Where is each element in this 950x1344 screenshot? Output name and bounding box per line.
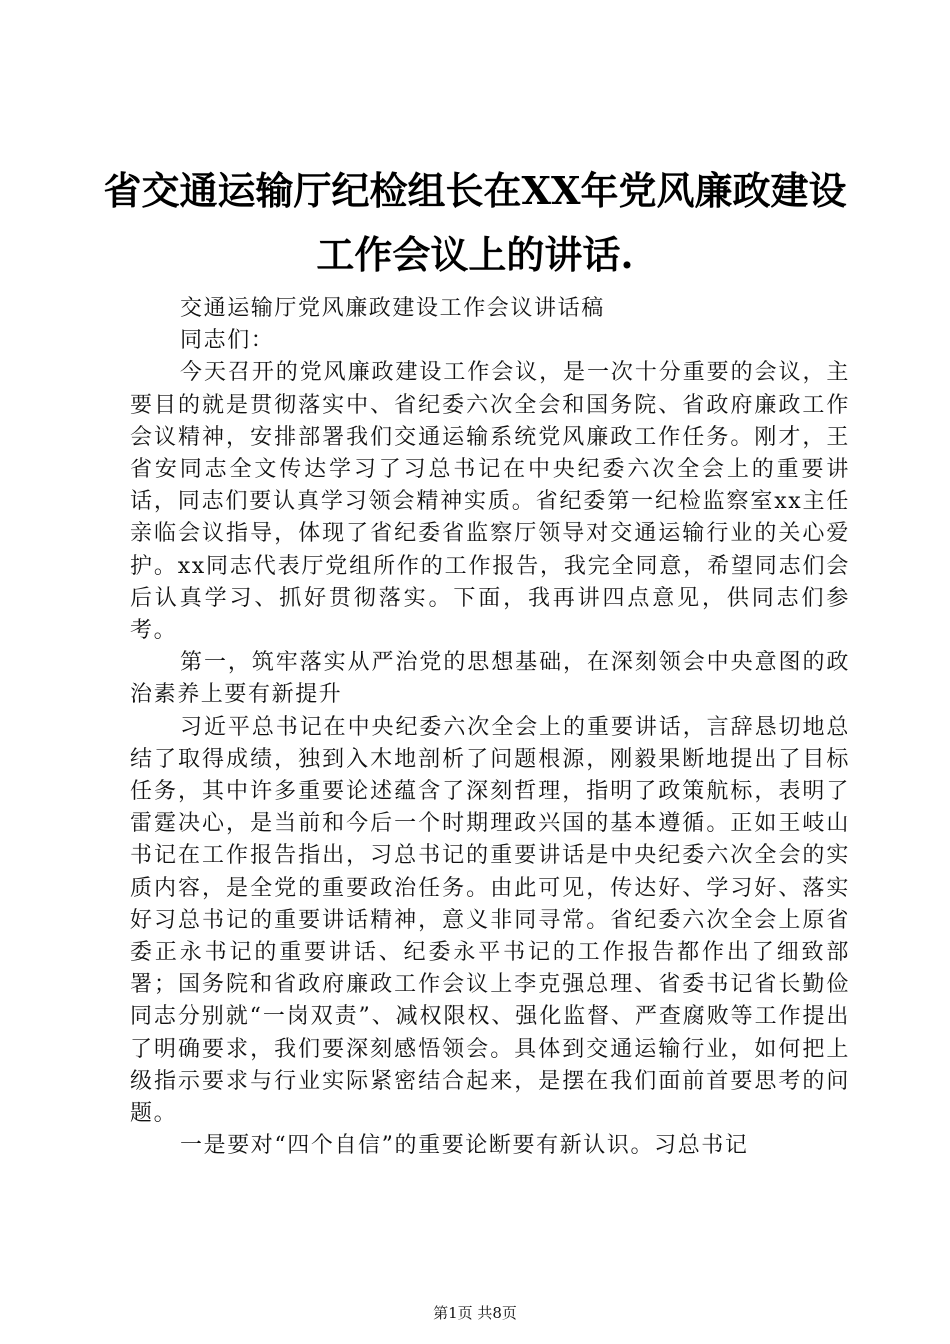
page-footer: 第1页 共8页 [433,1304,517,1322]
paragraph-1: 今天召开的党风廉政建设工作会议，是一次十分重要的会议，主要目的就是贯彻落实中、省纪委六次全会和国务院、省政府廉政工作会议精神，安排部署我们交通运输系统党风廉政工作任务。刚才，王省安同志全文传达学习了习总书记在中央纪委六次全会上的重要讲话，同志们要认真学习领会精神实质。省纪委第一纪检监察室xx主任亲临会议指导，体现了省纪委省监察厅领导对交通运输行业的关心爱护。xx同志代表厅党组所作的工作报告，我完全同意，希望同志们会后认真学习、抓好贯彻落实。下面，我再讲四点意见，供同志们参考。 [130,360,850,644]
salutation: 同志们： [180,328,275,354]
document-title-line-2: 工作会议上的讲话. [316,232,634,277]
document-subtitle: 交通运输厅党风廉政建设工作会议讲话稿 [180,296,605,321]
paragraph-2: 习近平总书记在中央纪委六次全会上的重要讲话，言辞恳切地总结了取得成绩，独到入木地剖析了问题根源，刚毅果断地提出了目标任务，其中许多重要论述蕴含了深刻哲理，指明了政策航标，表明了雷霆决心，是当前和今后一个时期理政兴国的基本遵循。正如王岐山书记在工作报告指出，习总书记的重要讲话是中央纪委六次全会的实质内容，是全党的重要政治任务。由此可见，传达好、学习好、落实好习总书记的重要讲话精神，意义非同寻常。省纪委六次全会上原省委正永书记的重要讲话、纪委永平书记的工作报告都作出了细致部署；国务院和省政府廉政工作会议上李克强总理、省委书记省长勤俭同志分别就“一岗双责”、减权限权、强化监督、严查腐败等工作提出了明确要求，我们要深刻感悟领会。具体到交通运输行业，如何把上级指示要求与行业实际紧密结合起来，是摆在我们面前首要思考的问题。 [130,714,850,1127]
paragraph-3: 一是要对“四个自信”的重要论断要有新认识。习总书记 [180,1133,749,1159]
document-body [130,293,850,1162]
document-title-line-1: 省交通运输厅纪检组长在XX年党风廉政建设 [103,168,847,213]
section-heading-1: 第一，筑牢落实从严治党的思想基础，在深刻领会中央意图的政治素养上要有新提升 [130,650,850,708]
